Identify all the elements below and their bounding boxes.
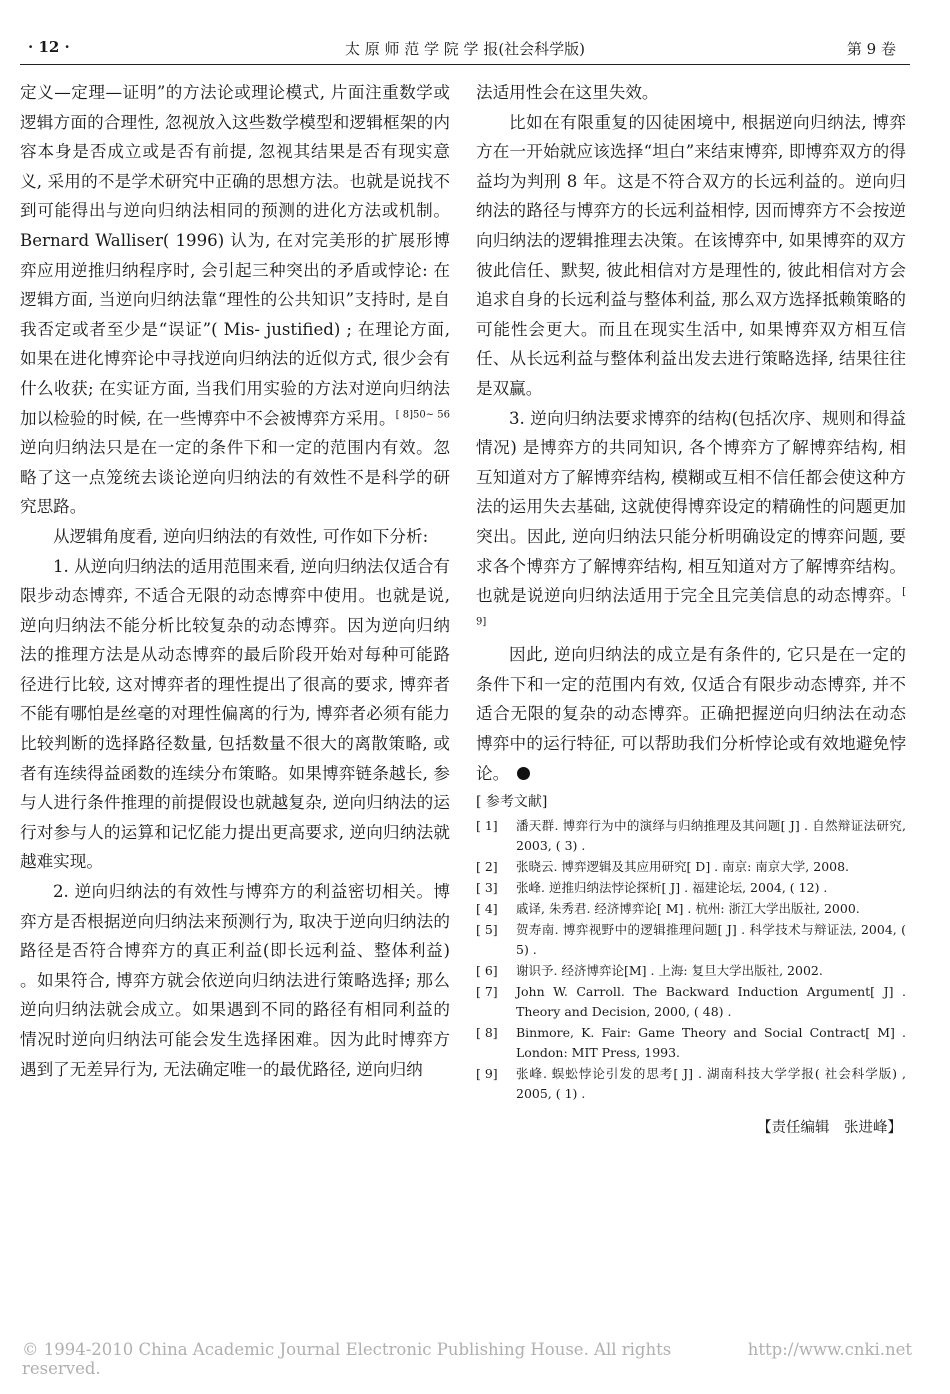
right-column [476,78,906,1144]
journal-title: 太 原 师 范 学 院 学 报(社会科学版) [344,40,586,58]
reference-item: [ 1] 潘天群. 博弈行为中的演绎与归纳推理及其问题[ J] . 自然辩证法研究, 2003, ( 3) . [476,818,906,854]
copyright-footer [22,1340,912,1378]
reference-item: [ 7] John W. Carroll. The Backward Induction Argument[ J] . Theory and Decision, 2000, ( 48) . [476,984,906,1020]
reference-item: [ 6] 谢识予. 经济博弈论[M] . 上海: 复旦大学出版社, 2002. [476,963,823,979]
right-paragraph-3: 3. 逆向归纳法要求博弈的结构(包括次序、规则和得益情况) 是博弈方的共同知识, 各个博弈方了解博弈结构, 相互知道对方了解博弈结构, 模糊或互相不信任都会使这种方法的运用失去基础, 这就使得博弈设定的精确性的问题更加突出。因此, 逆向归纳法只能分析明确设定的博弈问题, 要求各个博弈方了解博弈结构, 相互知道对方了解博弈结构。也就是说逆向归纳法适用于完全且完美信息的动态博弈。[ 9] [476,408,906,628]
responsible-editor: 【责任编辑 张进峰】 [757,1120,902,1137]
site-url: http://www.cnki.net [747,1340,912,1359]
reference-item: [ 4] 戚译, 朱秀君. 经济博弈论[ M] . 杭州: 浙江大学出版社, 2000. [476,901,860,917]
citation-9: [ 9] [476,586,906,628]
citation-8: [ 8]50~ 56 [395,409,450,420]
reference-item: [ 2] 张晓云. 博弈逻辑及其应用研究[ D] . 南京: 南京大学, 2008. [476,859,850,875]
left-column [20,78,450,1084]
references-list [476,816,906,1104]
end-mark-icon [517,767,530,780]
volume-label: 第 9 卷 [846,40,896,58]
reference-item: [ 3] 张峰. 逆推归纳法悖论探析[ J] . 福建论坛, 2004, ( 12) . [476,880,828,896]
right-paragraph-1: 法适用性会在这里失效。 [476,83,659,102]
left-paragraph-1: 定义—定理—证明”的方法论或理论模式, 片面注重数学或逻辑方面的合理性, 忽视放入这些数学模型和逻辑框架的内容本身是否成立或是否有前提, 忽视其结果是否有现实意义, 采用的不是学术研究中正确的思想方法。也就是说找不到可能得出与逆向归纳法相同的预测的进化方法或机制。Bernard Walliser( 1996) 认为, 在对完美形的扩展形博弈应用逆推归纳程序时, 会引起三种突出的矛盾或悖论: 在逻辑方面, 当逆向归纳法靠“理性的公共知识”支持时, 是自我否定或者至少是“误证”( Mis- justified) ; 在理论方面, 如果在进化博弈论中寻找逆向归纳法的近似方式, 很少会有什么收获; 在实证方面, 当我们用实验的方法对逆向归纳法加以检验的时候, 在一些博弈中不会被博弈方采用。$^{[ 8]50\sim 56}$逆向归纳法只是在一定的条件下和一定的范围内有效。忽略了这一点笼统去谈论逆向归纳法的有效性不是科学的研究思路。 [20,83,450,517]
left-paragraph-3: 1. 从逆向归纳法的适用范围来看, 逆向归纳法仅适合有限步动态博弈, 不适合无限的动态博弈中使用。也就是说, 逆向归纳法不能分析比较复杂的动态博弈。因为逆向归纳法的推理方法是从动态博弈的最后阶段开始对每种可能路径进行比较, 这对博弈者的理性提出了很高的要求, 博弈者不能有哪怕是丝毫的对理性偏离的行为, 博弈者必须有能力比较判断的选择路径数量, 包括数量不很大的离散策略, 或者有连续得益函数的连续分布策略。如果博弈链条越长, 参与人进行条件推理的前提假设也就越复杂, 逆向归纳法的运行对参与人的运算和记忆能力提出更高要求, 逆向归纳法就越难实现。 [20,556,450,872]
reference-item: [ 8] Binmore, K. Fair: Game Theory and Social Contract[ M] . London: MIT Press, 1993. [476,1025,906,1061]
copyright-text: © 1994-2010 China Academic Journal Electronic Publishing House. All rights reserved. [22,1340,672,1378]
reference-item: [ 9] 张峰. 蜈蚣悖论引发的思考[ J] . 湖南科技大学学报( 社会科学版) , 2005, ( 1) . [476,1066,906,1102]
references-heading: [ 参考文献] [476,794,548,811]
reference-item: [ 5] 贺寿南. 博弈视野中的逻辑推理问题[ J] . 科学技术与辩证法, 2004, ( 5) . [476,922,906,958]
left-paragraph-2: 从逻辑角度看, 逆向归纳法的有效性, 可作如下分析: [53,526,429,546]
page-number: · 12 · [28,38,70,56]
right-paragraph-2: 比如在有限重复的囚徒困境中, 根据逆向归纳法, 博弈方在一开始就应该选择“坦白”来结束博弈, 即博弈双方的得益均为判刑 8 年。这是不符合双方的长远利益的。逆向归纳法的路径与博弈方的长远利益相悖, 因而博弈方不会按逆向归纳法的逻辑推理去决策。在该博弈中, 如果博弈的双方彼此信任、默契, 彼此相信对方是理性的, 彼此相信对方会追求自身的长远利益与整体利益, 那么双方选择抵赖策略的可能性会更大。而且在现实生活中, 如果博弈双方相互信任、从长远利益与整体利益出发去进行策略选择, 结果往往是双赢。 [476,112,906,398]
right-paragraph-4: 因此, 逆向归纳法的成立是有条件的, 它只是在一定的条件下和一定的范围内有效, 仅适合有限步动态博弈, 并不适合无限的复杂的动态博弈。正确把握逆向归纳法在动态博弈中的运行特征, 可以帮助我们分析悖论或有效地避免悖论。 [476,645,906,783]
header-rule [20,64,910,65]
running-header [20,36,910,66]
left-paragraph-4: 2. 逆向归纳法的有效性与博弈方的利益密切相关。博弈方是否根据逆向归纳法来预测行为, 取决于逆向归纳法的路径是否符合博弈方的真正利益(即长远利益、整体利益) 。如果符合, 博弈方就会依逆向归纳法进行策略选择; 那么逆向归纳法就会成立。如果遇到不同的路径有相同利益的情况时逆向归纳法可能会发生选择困难。因为此时博弈方遇到了无差异行为, 无法确定唯一的最优路径, 逆向归纳 [20,882,450,1079]
